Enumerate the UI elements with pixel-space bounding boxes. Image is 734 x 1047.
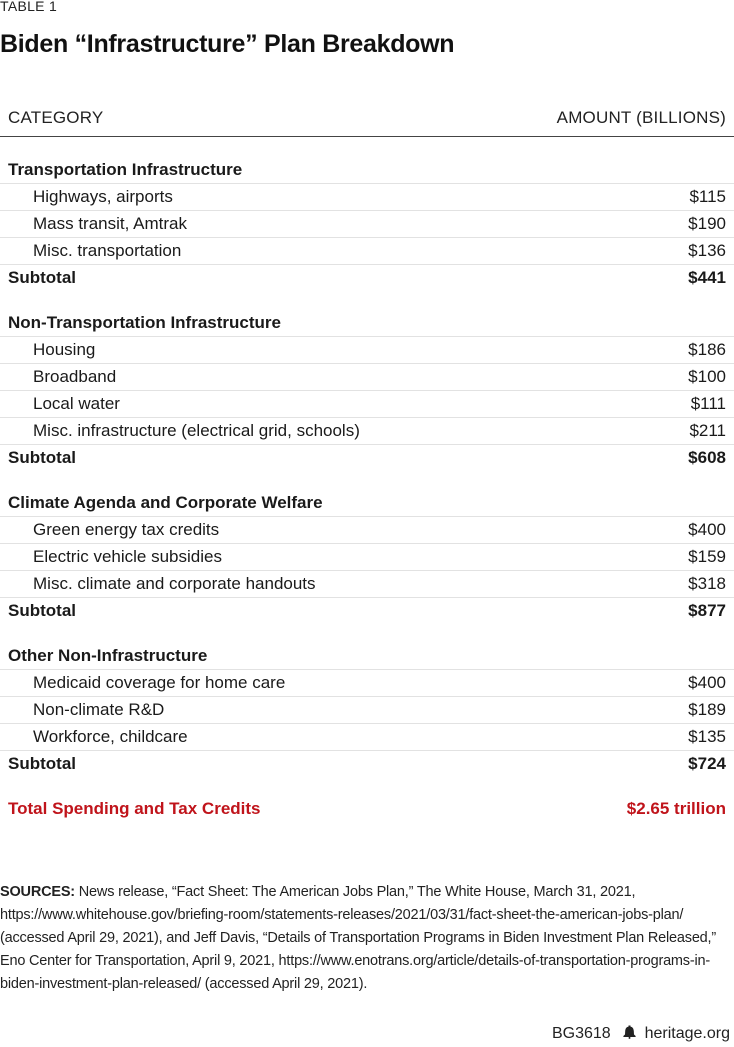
row-amount: $111 xyxy=(690,394,726,413)
row-amount: $135 xyxy=(688,727,726,746)
row-label: Mass transit, Amtrak xyxy=(33,214,187,233)
table-row xyxy=(0,363,734,391)
column-header-amount: AMOUNT (BILLIONS) xyxy=(556,108,726,127)
row-label: Highways, airports xyxy=(33,187,173,206)
row-label: Misc. climate and corporate handouts xyxy=(33,574,316,593)
sources-note xyxy=(0,881,730,996)
section-heading-label: Climate Agenda and Corporate Welfare xyxy=(8,493,323,512)
liberty-bell-icon xyxy=(623,1025,636,1042)
row-label: Medicaid coverage for home care xyxy=(33,673,286,692)
row-amount: $400 xyxy=(688,673,726,692)
row-amount: $136 xyxy=(688,241,726,260)
subtotal-row xyxy=(0,264,734,291)
column-header-category: CATEGORY xyxy=(8,108,104,127)
table-row xyxy=(0,390,734,418)
footer xyxy=(552,1025,730,1043)
footer-code: BG3618 xyxy=(551,1025,611,1042)
footer-site: heritage.org xyxy=(644,1025,730,1042)
row-label: Electric vehicle subsidies xyxy=(33,547,222,566)
row-amount: $159 xyxy=(688,547,726,566)
table-row xyxy=(0,417,734,445)
table-label: TABLE 1 xyxy=(0,0,58,14)
row-amount: $100 xyxy=(688,367,726,386)
section-heading-label: Non-Transportation Infrastructure xyxy=(8,313,281,332)
row-amount: $186 xyxy=(688,340,726,359)
table-row xyxy=(0,570,734,598)
subtotal-row xyxy=(0,444,734,471)
row-label: Local water xyxy=(33,394,120,413)
table-row xyxy=(0,543,734,571)
row-amount: $190 xyxy=(688,214,726,233)
section-heading-label: Other Non-Infrastructure xyxy=(8,646,208,665)
section-heading-label: Transportation Infrastructure xyxy=(8,160,243,179)
sources-label: SOURCES: xyxy=(0,884,75,900)
sources-text: News release, “Fact Sheet: The American Jobs Plan,” The White House, March 31, 2021, https://www.whitehouse.gov/briefing-room/statements-releases/2021/03/31/fact-sheet-the-american-jobs-plan/ (accessed April 29, 2021), and Jeff Davis, “Details of Transportation Programs in Biden Investment Plan Released,” Eno Center for Transportation, April 9, 2021, https://www.enotrans.org/article/details-of-transportation-programs-in-biden-investment-plan-released/ (accessed April 29, 2021). xyxy=(0,884,716,992)
row-label: Non-climate R&D xyxy=(33,700,165,719)
row-label: Green energy tax credits xyxy=(33,520,220,539)
row-amount: $318 xyxy=(688,574,726,593)
row-label: Broadband xyxy=(33,367,117,386)
section-heading xyxy=(0,309,734,337)
row-amount: $115 xyxy=(689,187,726,206)
column-header xyxy=(0,106,734,137)
table-row xyxy=(0,183,734,211)
row-amount: $211 xyxy=(689,421,726,440)
table-row xyxy=(0,237,734,265)
subtotal-row xyxy=(0,750,734,777)
subtotal-amount: $724 xyxy=(688,754,726,773)
row-label: Misc. infrastructure (electrical grid, schools) xyxy=(33,421,360,440)
row-label: Workforce, childcare xyxy=(33,727,188,746)
section-heading xyxy=(0,489,734,517)
subtotal-label: Subtotal xyxy=(8,754,76,773)
table-row xyxy=(0,210,734,238)
page-title: Biden “Infrastructure” Plan Breakdown xyxy=(0,30,455,58)
total-label: Total Spending and Tax Credits xyxy=(8,799,261,818)
subtotal-label: Subtotal xyxy=(8,448,76,467)
table-row xyxy=(0,336,734,364)
subtotal-row xyxy=(0,597,734,624)
table-row xyxy=(0,696,734,724)
row-amount: $400 xyxy=(688,520,726,539)
table-row xyxy=(0,669,734,697)
row-label: Housing xyxy=(33,340,96,359)
subtotal-label: Subtotal xyxy=(8,268,76,287)
subtotal-amount: $877 xyxy=(688,601,726,620)
total-amount: $2.65 trillion xyxy=(626,799,726,818)
table-row xyxy=(0,723,734,751)
subtotal-amount: $441 xyxy=(688,268,726,287)
section-heading xyxy=(0,642,734,670)
subtotal-amount: $608 xyxy=(688,448,726,467)
row-label: Misc. transportation xyxy=(33,241,182,260)
total-row xyxy=(0,795,734,822)
row-amount: $189 xyxy=(688,700,726,719)
section-heading xyxy=(0,156,734,184)
table-row xyxy=(0,516,734,544)
subtotal-label: Subtotal xyxy=(8,601,76,620)
